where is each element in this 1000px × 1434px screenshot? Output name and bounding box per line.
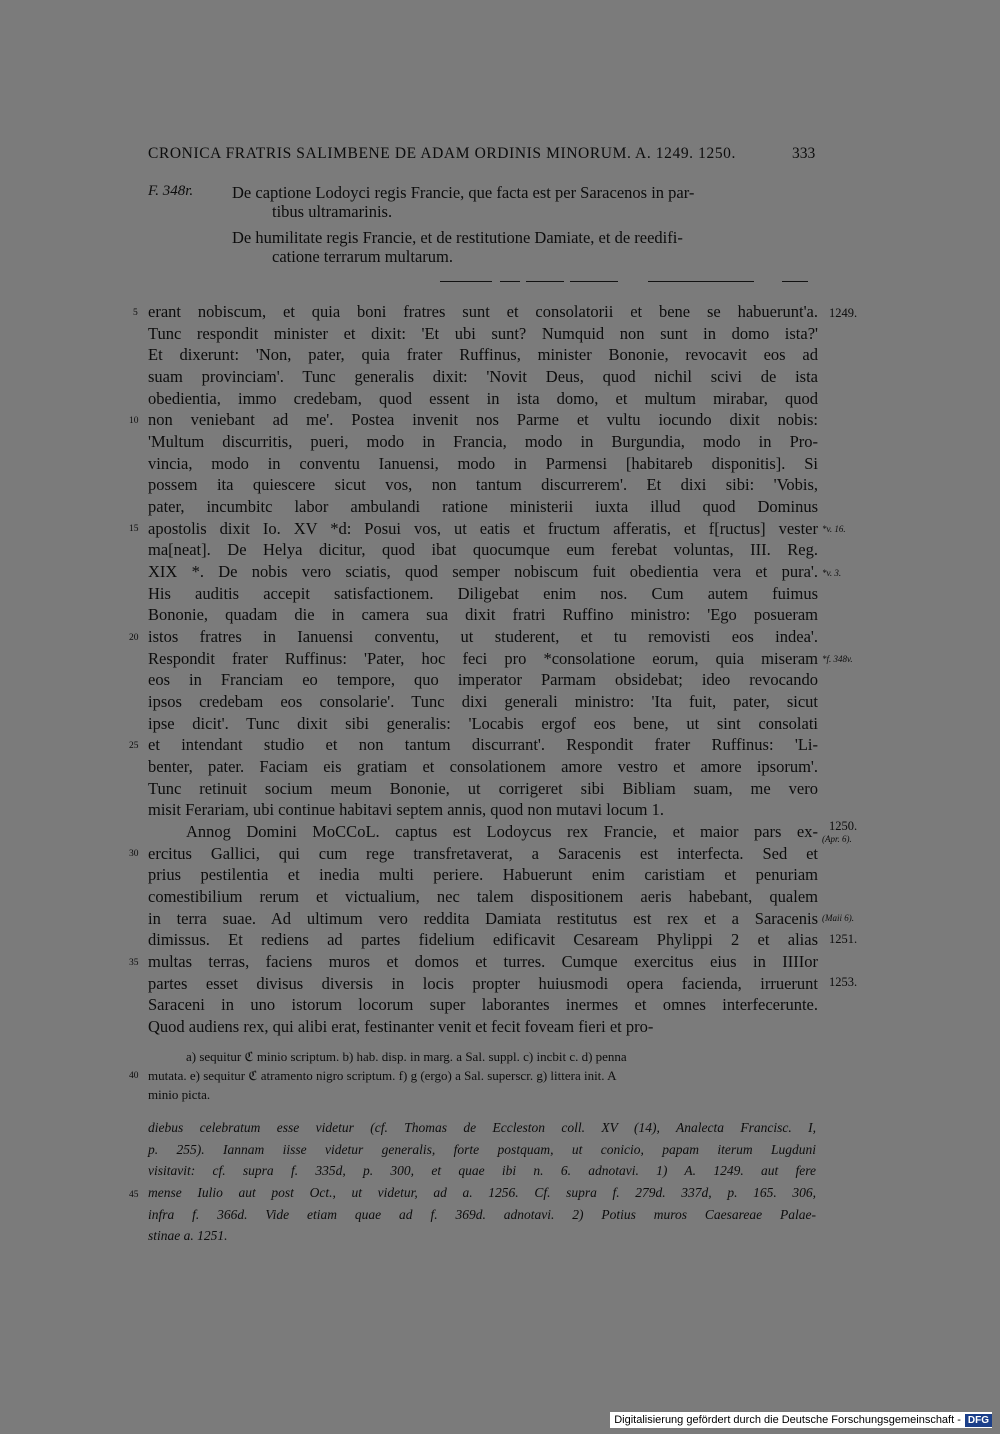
margin-year: 1249. <box>829 306 858 320</box>
line-number: 10 <box>129 416 139 426</box>
commentary-line: mense Iulio aut post Oct., ut videtur, ad a. 1256. Cf. supra f. 279d. 337d, p. 165. 306, <box>148 1185 816 1200</box>
text-line: erant nobiscum, et quia boni fratres sunt et consolatorii et bene se habuerunt'a. <box>148 302 818 321</box>
text-line: Quod audiens rex, qui alibi erat, festinanter venit et fecit foveam fieri et pro- <box>148 1017 654 1037</box>
text-line: ma[neat]. De Helya dicitur, quod ibat quocumque eum ferebat voluntas, III. Reg. <box>148 540 818 560</box>
margin-year: 1253. <box>829 975 858 989</box>
divider <box>500 281 520 282</box>
text-line: prius pestilentia et inedia multi periere. Habuerunt enim caristiam et penuriam <box>148 865 818 885</box>
line-number: 40 <box>129 1071 139 1081</box>
text-line: XIX *. De nobis vero sciatis, quod semper nobiscum fuit obedientia vera et pura'. <box>148 562 818 582</box>
text-line: ipse dicit'. Tunc dixit sibi generalis: 'Locabis ergof eos bene, ut sint consolati <box>148 713 818 733</box>
divider <box>440 281 492 282</box>
text-line: pater, incumbitc labor ambulandi ratione ministerii iuxta illud quod Dominus <box>148 497 818 517</box>
margin-date: (Maii 6). <box>822 913 854 923</box>
text-line: benter, pater. Faciam eis gratiam et consolationem amore vestro et amore ipsorum'. <box>148 757 818 777</box>
text-line: Annog Domini MoCCoL. captus est Lodoycus rex Francie, et maior pars ex- <box>186 822 818 842</box>
text-line: et intendant studio et non tantum discurrant'. Respondit frater Ruffinus: 'Li- <box>148 735 818 755</box>
running-title: CRONICA FRATRIS SALIMBENE DE ADAM ORDINIS MINORUM. A. 1249. 1250. <box>148 145 737 162</box>
commentary-line: visitavit: cf. supra f. 335d, p. 300, et quae ibi n. 6. adnotavi. 1) A. 1249. aut fere <box>148 1163 816 1178</box>
margin-year: 1250. <box>829 819 858 833</box>
text-line: apostolis dixit Io. XV *d: Posui vos, ut eatis et fructum afferatis, et f[ructus] vester <box>148 518 818 538</box>
chapter-heading-line: catione terrarum multarum. <box>272 247 453 266</box>
line-number: 35 <box>129 958 139 968</box>
text-line: Tunc retinuit socium meum Bononie, ut corrigeret sibi Bibliam suam, me vero <box>148 778 818 798</box>
line-number: 45 <box>129 1190 139 1200</box>
text-line: eos in Franciam eo tempore, quo imperator Parmam obsidebat; ideo revocando <box>148 670 818 690</box>
text-line: Et dixerunt: 'Non, pater, quia frater Ruffinus, minister Bononie, revocavit eos ad <box>148 345 818 365</box>
margin-reference: *v. 3. <box>822 568 842 578</box>
dfg-logo: DFG <box>965 1414 992 1427</box>
margin-date: (Apr. 6). <box>822 834 852 844</box>
line-number: 20 <box>129 633 139 643</box>
divider <box>782 281 808 282</box>
text-line: ercitus Gallici, qui cum rege transfretaverat, a Saracenis est interfecta. Sed et <box>148 843 818 863</box>
commentary-line: infra f. 366d. Vide etiam quae ad f. 369d. adnotavi. 2) Potius muros Caesareae Palae- <box>148 1207 816 1222</box>
text-line: vincia, modo in conventu Ianuensi, modo in Parmensi [habitareb disponitis]. Si <box>148 453 818 473</box>
text-line: Tunc respondit minister et dixit: 'Et ubi sunt? Numquid non sunt in domo ista?' <box>148 323 818 343</box>
folio-reference: F. 348r. <box>148 183 194 199</box>
text-line: istos fratres in Ianuensi conventu, ut studerent, et tu removisti eos indea'. <box>148 627 818 647</box>
text-line: in terra suae. Ad ultimum vero reddita Damiata restitutus est rex et a Saracenis <box>148 908 818 928</box>
text-line: comestibilium rerum et victualium, nec talem dispositionem aeris habebant, qualem <box>148 887 818 907</box>
text-line: 'Multum discurritis, pueri, modo in Francia, modo in Burgundia, modo in Pro- <box>148 432 818 452</box>
divider <box>570 281 618 282</box>
chapter-heading-line: De captione Lodoyci regis Francie, que facta est per Saracenos in par- <box>232 183 695 202</box>
commentary-line: diebus celebratum esse videtur (cf. Thomas de Eccleston coll. XV (14), Analecta Francisc. I, <box>148 1120 816 1135</box>
page-number: 333 <box>792 145 816 162</box>
line-number: 5 <box>133 308 138 318</box>
text-line: multas terras, faciens muros et domos et turres. Cumque exercitus eius in IIIIor <box>148 952 818 972</box>
chapter-heading-line: De humilitate regis Francie, et de restitutione Damiate, et de reedifi- <box>232 228 683 247</box>
text-line: possem ita quiescere sicut vos, non tantum discurrerem'. Et dixi sibi: 'Vobis, <box>148 475 818 495</box>
text-line: non veniebant ad me'. Postea invenit nos Parme et vultu iocundo dixit nobis: <box>148 410 818 430</box>
footnote-line: a) sequitur ℭ minio scriptum. b) hab. disp. in marg. a Sal. suppl. c) incbit c. d) penna <box>186 1049 627 1064</box>
commentary-line: p. 255). Iannam iisse videtur generalis, forte postquam, ut conicio, papam iterum Lugduni <box>148 1142 816 1157</box>
text-line: dimissus. Et rediens ad partes fidelium edificavit Cesaream Phylippi 2 et alias <box>148 930 818 950</box>
footnote-line: minio picta. <box>148 1087 211 1102</box>
text-line: ipsos credebam eos consolarie'. Tunc dixi generali ministro: 'Ita fuit, pater, sicut <box>148 692 818 712</box>
text-line: misit Ferariam, ubi continue habitavi septem annis, quod non mutavi locum 1. <box>148 800 664 820</box>
line-number: 30 <box>129 849 139 859</box>
divider <box>648 281 754 282</box>
footer-text: Digitalisierung gefördert durch die Deutsche Forschungsgemeinschaft - <box>614 1414 961 1426</box>
chapter-heading-line: tibus ultramarinis. <box>272 202 393 221</box>
line-number: 15 <box>129 524 139 534</box>
text-line: obedientia, immo credebam, quod essent in ista domo, et multum mirabar, quod <box>148 388 818 408</box>
text-line: His auditis accepit satisfactionem. Diligebat enim nos. Cum autem fuimus <box>148 583 818 603</box>
margin-folio: *f. 348v. <box>822 654 853 664</box>
text-line: partes esset divisus diversis in locis propter huiusmodi opera facienda, irruerunt <box>148 973 818 993</box>
text-line: Bononie, quadam die in camera sua dixit fratri Ruffino ministro: 'Ego posueram <box>148 605 818 625</box>
divider <box>526 281 564 282</box>
margin-year: 1251. <box>829 932 858 946</box>
text-line: suam provinciam'. Tunc generalis dixit: 'Novit Deus, quod nichil scivi de ista <box>148 367 818 386</box>
text-line: Respondit frater Ruffinus: 'Pater, hoc feci pro *consolatione eorum, quia miseram <box>148 648 818 668</box>
commentary-line: stinae a. 1251. <box>148 1228 228 1243</box>
digitization-footer <box>610 1412 992 1428</box>
margin-reference: *v. 16. <box>822 524 846 534</box>
text-line: Saraceni in uno istorum locorum super laborantes inermes et omnes interfecerunte. <box>148 995 818 1015</box>
line-number: 25 <box>129 741 139 751</box>
footnote-line: mutata. e) sequitur ℭ atramento nigro scriptum. f) g (ergo) a Sal. superscr. g) littera init. A <box>148 1068 617 1083</box>
